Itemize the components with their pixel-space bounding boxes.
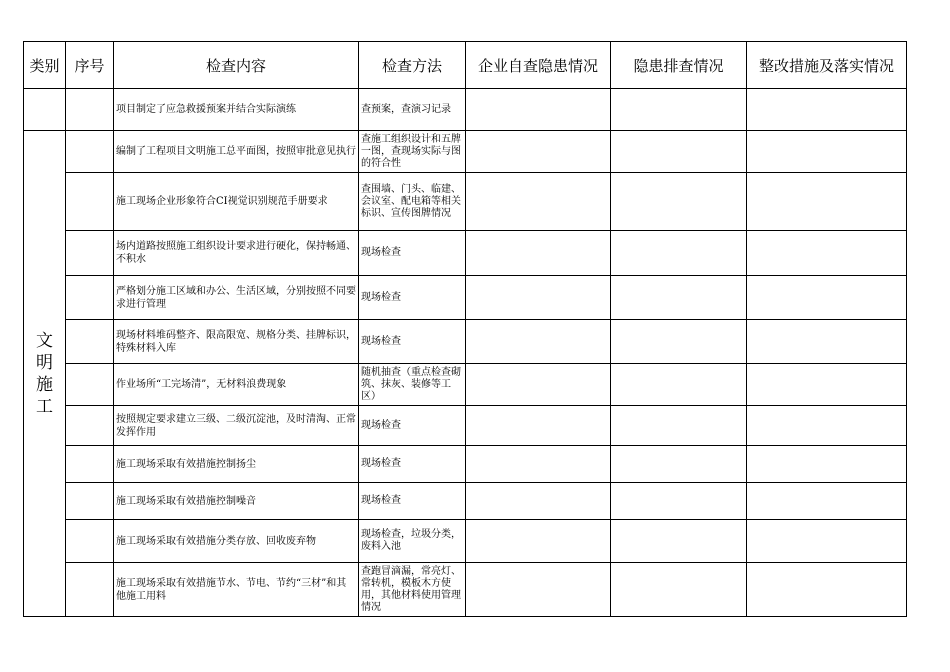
self-check-cell — [466, 131, 611, 173]
header-self-check: 企业自查隐患情况 — [466, 42, 611, 89]
rectification-cell — [747, 364, 907, 406]
self-check-cell — [466, 446, 611, 483]
method-cell: 现场检查，垃圾分类，废料入池 — [359, 520, 466, 563]
content-cell: 项目制定了应急救援预案并结合实际演练 — [114, 89, 359, 131]
self-check-cell — [466, 231, 611, 276]
header-rectification: 整改措施及落实情况 — [747, 42, 907, 89]
self-check-cell — [466, 320, 611, 364]
method-cell: 现场检查 — [359, 483, 466, 520]
seq-cell — [66, 320, 114, 364]
rectification-cell — [747, 446, 907, 483]
content-cell: 严格划分施工区域和办公、生活区域，分别按照不同要求进行管理 — [114, 276, 359, 320]
rectification-cell — [747, 276, 907, 320]
content-cell: 按照规定要求建立三级、二级沉淀池，及时清淘、正常发挥作用 — [114, 406, 359, 446]
investigation-cell — [611, 520, 747, 563]
seq-cell — [66, 173, 114, 231]
investigation-cell — [611, 89, 747, 131]
seq-cell — [66, 364, 114, 406]
header-method: 检查方法 — [359, 42, 466, 89]
category-cell-civilized-construction — [24, 131, 66, 617]
content-cell: 现场材料堆码整齐、限高限宽、规格分类、挂牌标识，特殊材料入库 — [114, 320, 359, 364]
investigation-cell — [611, 276, 747, 320]
table-row — [24, 446, 907, 483]
table-row — [24, 406, 907, 446]
table-row — [24, 520, 907, 563]
table-row — [24, 173, 907, 231]
rectification-cell — [747, 520, 907, 563]
self-check-cell — [466, 276, 611, 320]
method-cell: 查施工组织设计和五牌一图，查现场实际与图的符合性 — [359, 131, 466, 173]
seq-cell — [66, 483, 114, 520]
table-row — [24, 320, 907, 364]
self-check-cell — [466, 563, 611, 617]
self-check-cell — [466, 173, 611, 231]
method-cell: 现场检查 — [359, 231, 466, 276]
content-cell: 施工现场采取有效措施控制噪音 — [114, 483, 359, 520]
table-row — [24, 483, 907, 520]
header-row — [24, 42, 907, 89]
method-cell: 查围墙、门头、临建、会议室、配电箱等相关标识、宣传图牌情况 — [359, 173, 466, 231]
method-cell: 查预案，查演习记录 — [359, 89, 466, 131]
content-cell: 施工现场采取有效措施控制扬尘 — [114, 446, 359, 483]
self-check-cell — [466, 520, 611, 563]
category-label: 文明施工 — [36, 330, 53, 417]
method-cell: 随机抽查（重点检查砌筑、抹灰、装修等工区） — [359, 364, 466, 406]
investigation-cell — [611, 320, 747, 364]
header-content: 检查内容 — [114, 42, 359, 89]
content-cell: 作业场所“工完场清”，无材料浪费现象 — [114, 364, 359, 406]
category-cell — [24, 89, 66, 131]
content-cell: 施工现场采取有效措施分类存放、回收废弃物 — [114, 520, 359, 563]
method-cell: 现场检查 — [359, 320, 466, 364]
seq-cell — [66, 520, 114, 563]
table-row — [24, 276, 907, 320]
rectification-cell — [747, 231, 907, 276]
rectification-cell — [747, 320, 907, 364]
table-row — [24, 563, 907, 617]
table-row — [24, 131, 907, 173]
seq-cell — [66, 276, 114, 320]
seq-cell — [66, 406, 114, 446]
investigation-cell — [611, 364, 747, 406]
rectification-cell — [747, 563, 907, 617]
rectification-cell — [747, 406, 907, 446]
method-cell: 查跑冒滴漏，常亮灯、常转机，模板木方使用，其他材料使用管理情况 — [359, 563, 466, 617]
content-cell: 场内道路按照施工组织设计要求进行硬化，保持畅通、不积水 — [114, 231, 359, 276]
header-seq: 序号 — [66, 42, 114, 89]
seq-cell — [66, 89, 114, 131]
method-cell: 现场检查 — [359, 446, 466, 483]
rectification-cell — [747, 173, 907, 231]
seq-cell — [66, 231, 114, 276]
seq-cell — [66, 131, 114, 173]
rectification-cell — [747, 483, 907, 520]
self-check-cell — [466, 364, 611, 406]
table-row — [24, 89, 907, 131]
rectification-cell — [747, 131, 907, 173]
header-investigation: 隐患排查情况 — [611, 42, 747, 89]
table-row — [24, 231, 907, 276]
content-cell: 施工现场采取有效措施节水、节电、节约“三材”和其他施工用料 — [114, 563, 359, 617]
investigation-cell — [611, 406, 747, 446]
investigation-cell — [611, 173, 747, 231]
content-cell: 施工现场企业形象符合CI视觉识别规范手册要求 — [114, 173, 359, 231]
investigation-cell — [611, 563, 747, 617]
inspection-table — [23, 41, 907, 617]
method-cell: 现场检查 — [359, 406, 466, 446]
rectification-cell — [747, 89, 907, 131]
self-check-cell — [466, 483, 611, 520]
seq-cell — [66, 446, 114, 483]
investigation-cell — [611, 131, 747, 173]
self-check-cell — [466, 406, 611, 446]
investigation-cell — [611, 446, 747, 483]
investigation-cell — [611, 483, 747, 520]
investigation-cell — [611, 231, 747, 276]
seq-cell — [66, 563, 114, 617]
method-cell: 现场检查 — [359, 276, 466, 320]
table-row — [24, 364, 907, 406]
content-cell: 编制了工程项目文明施工总平面图，按照审批意见执行 — [114, 131, 359, 173]
header-category: 类别 — [24, 42, 66, 89]
self-check-cell — [466, 89, 611, 131]
